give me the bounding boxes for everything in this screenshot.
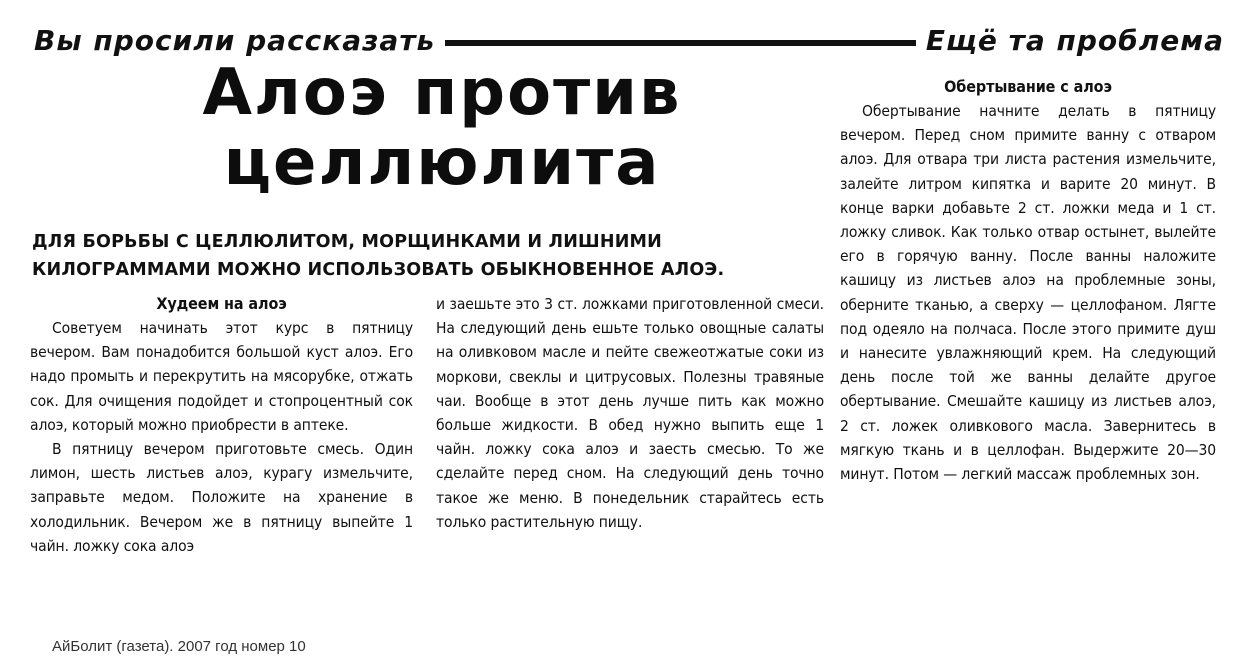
article-lead: ДЛЯ БОРЬБЫ С ЦЕЛЛЮЛИТОМ, МОРЩИНКАМИ И ЛИШНИМИ КИЛОГРАММАМИ МОЖНО ИСПОЛЬЗОВАТЬ ОБЫКНОВЕННОЕ АЛОЭ. <box>32 232 725 280</box>
headline-line-1: Алоэ против <box>202 56 682 130</box>
rubric-divider <box>445 40 916 46</box>
rubric-left: Вы просили рассказать <box>34 23 436 57</box>
rubric-bar <box>34 20 1224 60</box>
headline-line-2: целлюлита <box>223 126 661 200</box>
column-1 <box>30 292 413 558</box>
paragraph: и заешьте это 3 ст. ложками приготовленной смеси. На следующий день ешьте только овощные салаты на оливковом масле и пейте свежеотжатые соки из моркови, свеклы и цитрусовых. Полезны травяные чаи. Вообще в этот день лучше пить как можно больше жидкости. В обед нужно выпить еще 1 чайн. ложку сока алоэ и заесть смесью. То же сделайте перед сном. На следующий день точно такое же меню. В понедельник старайтесь есть только растительную пищу. <box>436 295 824 531</box>
section-heading-slimming: Худеем на алоэ <box>156 294 287 313</box>
paragraph: В пятницу вечером приготовьте смесь. Один лимон, шесть листьев алоэ, курагу измельчите, заправьте медом. Положите на хранение в холодильник. Вечером же в пятницу выпейте 1 чайн. ложку сока алоэ <box>30 440 413 555</box>
rubric-right: Ещё та проблема <box>925 23 1224 57</box>
column-2 <box>436 292 824 534</box>
section-heading-wrapping: Обертывание с алоэ <box>944 77 1112 96</box>
paragraph: Обертывание начните делать в пятницу вечером. Перед сном примите ванну с отваром алоэ. Для отвара три листа растения измельчите, залейте литром кипятка и варите 20 минут. В конце варки добавьте 2 ст. ложки меда и 1 ст. ложку сливок. Как только отвар остынет, вылейте его в горячую ванну. После ванны наложите кашицу из листьев алоэ на проблемные зоны, оберните тканью, а сверху — целлофаном. Лягте под одеяло на полчаса. После этого примите душ и нанесите увлажняющий крем. На следующий день после той же ванны делайте другое обертывание. Смешайте кашицу из листьев алоэ, 2 ст. ложек оливкового масла. Завернитесь в мягкую ткань и в целлофан. Выдержите 20—30 минут. Потом — легкий массаж проблемных зон. <box>840 102 1216 484</box>
column-3 <box>840 75 1216 486</box>
article-headline <box>92 58 792 198</box>
source-caption: АйБолит (газета). 2007 год номер 10 <box>52 638 306 655</box>
paragraph: Советуем начинать этот курс в пятницу вечером. Вам понадобится большой куст алоэ. Его надо промыть и перекрутить на мясорубке, отжать сок. Для очищения подойдет и стопроцентный сок алоэ, который можно приобрести в аптеке. <box>30 319 413 434</box>
